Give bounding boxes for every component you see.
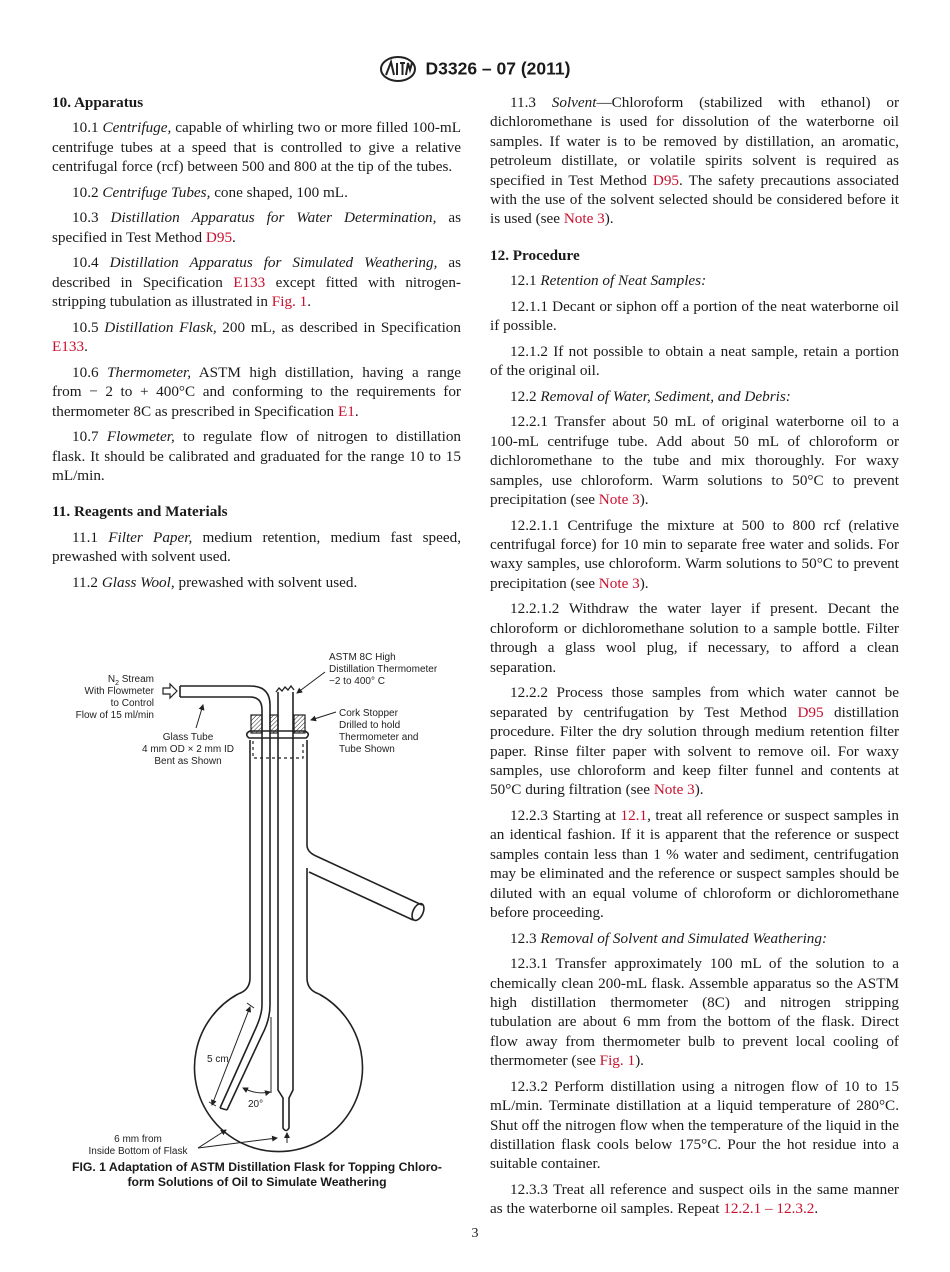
cross-reference-link[interactable]: 12.2.1 – 12.3.2 [723, 1200, 815, 1218]
cork-stopper-label: Cork Stopper Drilled to hold Thermometer and Tube Shown [339, 708, 419, 755]
italic-term: Retention of Neat Samples: [540, 272, 707, 290]
text-run: 10.7 [72, 428, 107, 446]
thermometer [276, 686, 294, 1131]
n2-stream-label: $N_2$ Stream With Flowmeter to Control Flow of 15 ml/min [75, 674, 154, 721]
text-run: 12.3.1 Transfer approximately 100 mL of the solution to a chemically clean 200-mL flask. Assemble apparatus so the ASTM high distillation thermometer (8C) and nitrogen stripping tubulation are about 6 mm from the bottom of the flask. Direct flow away from thermometer bulb to prevent local cooling of thermometer (see [490, 955, 899, 1070]
text-run: medium retention, medium fast speed, prewashed with solvent used. [52, 528, 461, 566]
figure-caption [52, 1160, 462, 1190]
text-run: ). [694, 781, 704, 799]
paragraph [490, 599, 899, 677]
text-run: 12.3.3 Treat all reference and suspect oils in the same manner as the waterborne oil samples. Repeat [490, 1180, 899, 1218]
paragraph [52, 118, 461, 176]
text-run: 10.4 [72, 254, 110, 272]
text-run: 10.1 [72, 119, 103, 137]
text-run: 10.3 [72, 209, 111, 227]
paragraph [490, 929, 899, 948]
text-run: ). [635, 1052, 644, 1070]
text-run: 10.2 [72, 183, 103, 201]
text-run: 12.2.2 Process those samples from which water cannot be separated by centrifugation by Test Method [490, 684, 899, 721]
text-run: prewashed with solvent used. [174, 573, 358, 591]
text-run: 12.2.1.2 Withdraw the water layer if present. Decant the chloroform or dichloromethane solution to a sample bottle. Filter through a glass wool plug, if necessary, to afford a clean separation. [490, 600, 899, 676]
text-run: . [84, 338, 88, 356]
text-run: . [814, 1200, 819, 1218]
text-run: 12.2.3 Starting at [510, 806, 621, 824]
right-column [490, 93, 899, 1225]
paragraph [490, 271, 899, 290]
italic-term: Centrifuge, [102, 119, 172, 137]
italic-term: Filter Paper, [108, 528, 193, 546]
section-heading: 11. Reagents and Materials [52, 503, 228, 521]
page-header [0, 56, 950, 82]
text-run: to regulate flow of nitrogen to distillation flask. It should be calibrated and graduated for the range 10 to 15 mL/min. [52, 428, 462, 485]
italic-term: Glass Wool, [101, 573, 175, 591]
paragraph [490, 806, 899, 922]
cross-reference-link[interactable]: Fig. 1 [599, 1052, 636, 1070]
paragraph [52, 318, 461, 357]
text-run: as described in Specification [52, 254, 462, 291]
astm-logo-icon [380, 56, 416, 82]
left-column [52, 93, 461, 598]
length-label: 5 cm [207, 1054, 229, 1065]
text-run: 12.1.2 If not possible to obtain a neat sample, retain a portion of the original oil. [490, 342, 899, 380]
paragraph [490, 297, 899, 336]
cross-reference-link[interactable]: Note 3 [563, 210, 605, 228]
text-run: . [232, 228, 236, 246]
text-run: 11.3 [510, 94, 552, 111]
text-run: 12.2.1.1 Centrifuge the mixture at 500 to 800 rcf (relative centrifugal force) for 10 min to separate free water and solids. For waxy samples, use chloroform. Warm solutions to 50°C to prevent precipitation (see [490, 516, 899, 592]
paragraph [490, 954, 899, 1070]
text-run: 12.2 [510, 387, 541, 405]
n2-flow-arrow-icon [163, 684, 177, 698]
paragraph [52, 183, 461, 202]
text-run: 10.6 [72, 363, 108, 381]
text-run: ). [639, 574, 649, 592]
figure-1-distillation-flask-diagram [52, 640, 462, 1170]
cross-reference-link[interactable]: D95 [652, 171, 680, 189]
italic-term: Flowmeter, [106, 428, 175, 446]
text-run: except fitted with nitrogen-stripping tubulation as illustrated in [52, 273, 461, 311]
text-run: cone shaped, 100 mL. [210, 183, 348, 201]
text-run: 10.5 [72, 318, 105, 336]
paragraph [52, 573, 461, 592]
cross-reference-link[interactable]: E1 [337, 402, 355, 420]
cross-reference-link[interactable]: D95 [797, 703, 824, 721]
text-run: 11.2 [72, 573, 102, 591]
paragraph [490, 93, 899, 229]
paragraph [52, 253, 461, 311]
caption-line: form Solutions of Oil to Simulate Weathering [127, 1175, 387, 1189]
document-designation: D3326 – 07 (2011) [425, 58, 571, 79]
text-run: . [307, 293, 312, 311]
text-run: 200 mL, as described in Specification [216, 318, 461, 336]
italic-term: Distillation Apparatus for Water Determination, [110, 209, 437, 227]
cross-reference-link[interactable]: Fig. 1 [271, 293, 308, 311]
cross-reference-link[interactable]: Note 3 [653, 781, 695, 799]
italic-term: Solvent [551, 94, 597, 111]
italic-term: Removal of Solvent and Simulated Weathering: [540, 929, 828, 947]
cross-reference-link[interactable]: E133 [233, 273, 266, 291]
paragraph [490, 342, 899, 381]
text-run: as specified in Test Method [52, 209, 462, 246]
paragraph [52, 427, 461, 485]
cross-reference-link[interactable]: Note 3 [598, 574, 640, 592]
bottom-distance-label: 6 mm from Inside Bottom of Flask [88, 1134, 188, 1157]
cross-reference-link[interactable]: 12.1 [620, 806, 648, 824]
text-run: ). [639, 491, 649, 509]
text-run: 12.1 [510, 272, 541, 290]
paragraph [52, 208, 461, 247]
italic-term: Distillation Flask, [104, 318, 217, 336]
text-run: , treat all reference or suspect samples in an identical fashion. If it is apparent that the reference or suspect samples contain less than 1 % water and sediment, centrifugation may be eliminated and the reference or suspect samples should be diluted with an equal volume of chloroform or dichloromethane before proceeding. [490, 806, 899, 921]
text-run: 12.2.1 Transfer about 50 mL of original waterborne oil to a 100-mL centrifuge tube. Add about 50 mL of chloroform or dichloromethane to the tube and mix thoroughly. For waxy samples, use chloroform. Warm solutions to 50°C to prevent precipitation (see [490, 413, 899, 509]
section-heading: 12. Procedure [490, 246, 580, 264]
cross-reference-link[interactable]: Note 3 [598, 491, 640, 509]
glass-tube-label: Glass Tube 4 mm OD × 2 mm ID Bent as Shown [142, 732, 234, 767]
angle-label: 20° [248, 1099, 264, 1110]
page-number: 3 [471, 1226, 479, 1241]
text-run: —Chloroform (stabilized with ethanol) or dichloromethane is used for dissolution of the waterborne oil samples. If water is to be removed by distillation, an aromatic, petroleum distillate, or volatile spirits solvent is required as specified in Test Method [490, 94, 899, 189]
italic-term: Removal of Water, Sediment, and Debris: [540, 387, 791, 405]
text-run: 11.1 [72, 528, 109, 546]
italic-term: Distillation Apparatus for Simulated Weathering, [109, 254, 438, 272]
italic-term: Centrifuge Tubes, [102, 183, 211, 201]
paragraph [52, 363, 461, 421]
section-heading: 10. Apparatus [52, 94, 144, 111]
text-run: ). [604, 210, 614, 228]
italic-term: Thermometer, [107, 363, 192, 381]
text-run: 12.3 [510, 929, 541, 947]
text-run: . The safety precautions associated with the use of the solvent selected should be considered before it is used (see [490, 171, 899, 228]
text-run: 12.3.2 Perform distillation using a nitrogen flow of 10 to 15 mL/min. Terminate distillation at a liquid temperature of 280°C. Shut off the nitrogen flow when the temperature of the liquid in the distillation flask cools below 175°C. Pour the hot residue into a suitable container. [490, 1077, 899, 1173]
paragraph [52, 528, 461, 567]
paragraph [490, 1180, 899, 1219]
paragraph [490, 1077, 899, 1174]
paragraph [490, 683, 899, 799]
paragraph [490, 412, 899, 509]
thermometer-label: ASTM 8C High Distillation Thermometer −2 to 400° C [329, 652, 438, 687]
paragraph [490, 387, 899, 406]
text-run: 12.1.1 Decant or siphon off a portion of the neat waterborne oil if possible. [490, 297, 899, 335]
cross-reference-link[interactable]: E133 [52, 338, 85, 356]
text-run: distillation procedure. Filter the dry solution through medium retention filter paper. Rinse filter paper with solvent to remove oil. For waxy samples, use chloroform and keep filter funnel and contents at 50°C during filtration (see [490, 703, 899, 799]
text-run: . [354, 402, 359, 420]
text-run: ASTM high distillation, having a range from − 2 to + 400°C and conforming to the requirements for thermometer 8C as prescribed in Specification [52, 363, 462, 420]
cross-reference-link[interactable]: D95 [205, 228, 233, 246]
paragraph [490, 516, 899, 594]
text-run: capable of whirling two or more filled 100-mL centrifuge tubes at a speed that is controlled to give a relative centrifugal force (rcf) between 500 and 800 at the tip of the tubes. [52, 119, 462, 176]
caption-line: FIG. 1 Adaptation of ASTM Distillation Flask for Topping Chloro- [72, 1160, 442, 1174]
